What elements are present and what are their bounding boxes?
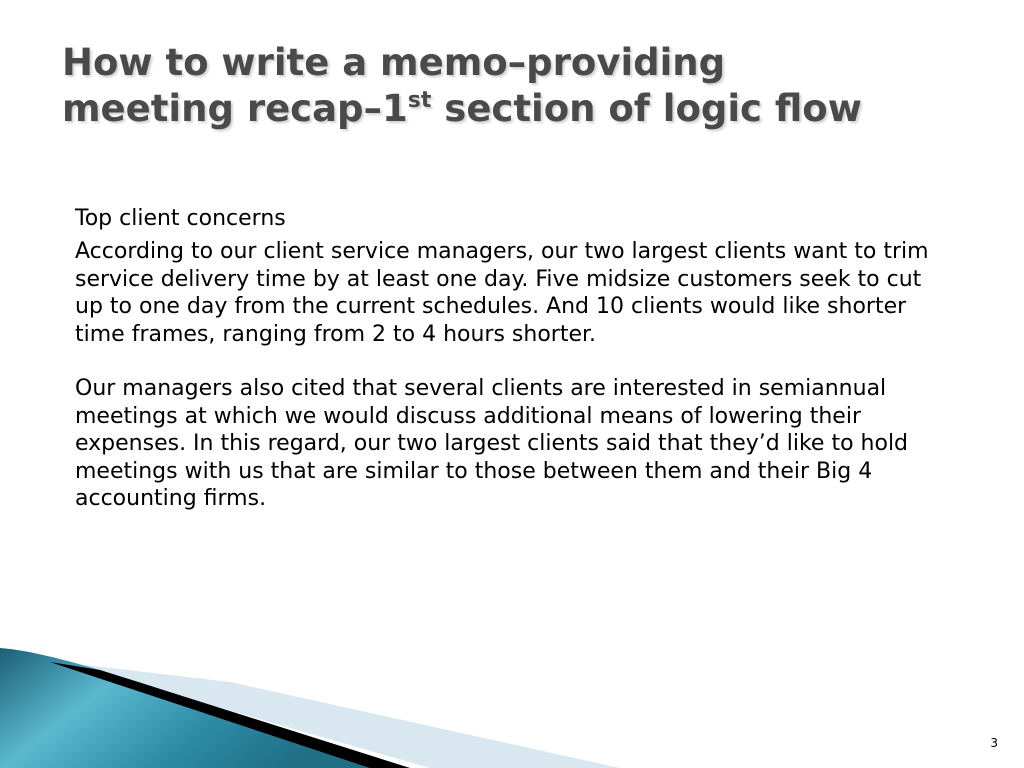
slide-body xyxy=(75,204,955,513)
footer-wave-decoration xyxy=(0,640,1024,768)
section-heading: Top client concerns xyxy=(75,206,286,231)
slide-title xyxy=(62,40,982,132)
paragraph-semiannual-meetings: Our managers also cited that several clients are interested in semiannual meetings at which we would discuss additional means of lowering their expenses. In this regard, our two largest clients said that they’d like to hold meetings with us that are similar to those between them and their Big 4 accounting firms. xyxy=(75,376,909,511)
page-number: 3 xyxy=(990,736,998,750)
title-superscript: st xyxy=(407,88,432,113)
title-line-2-start: meeting recap–1 xyxy=(62,87,408,130)
paragraph-client-service-times: According to our client service managers, our two largest clients want to trim service delivery time by at least one day. Five midsize customers seek to cut up to one day from the current schedules. And 10 clients would like shorter time frames, ranging from 2 to 4 hours shorter. xyxy=(75,239,929,347)
title-line-1: How to write a memo–providing xyxy=(62,41,726,84)
title-line-2-end: section of logic flow xyxy=(431,87,862,130)
